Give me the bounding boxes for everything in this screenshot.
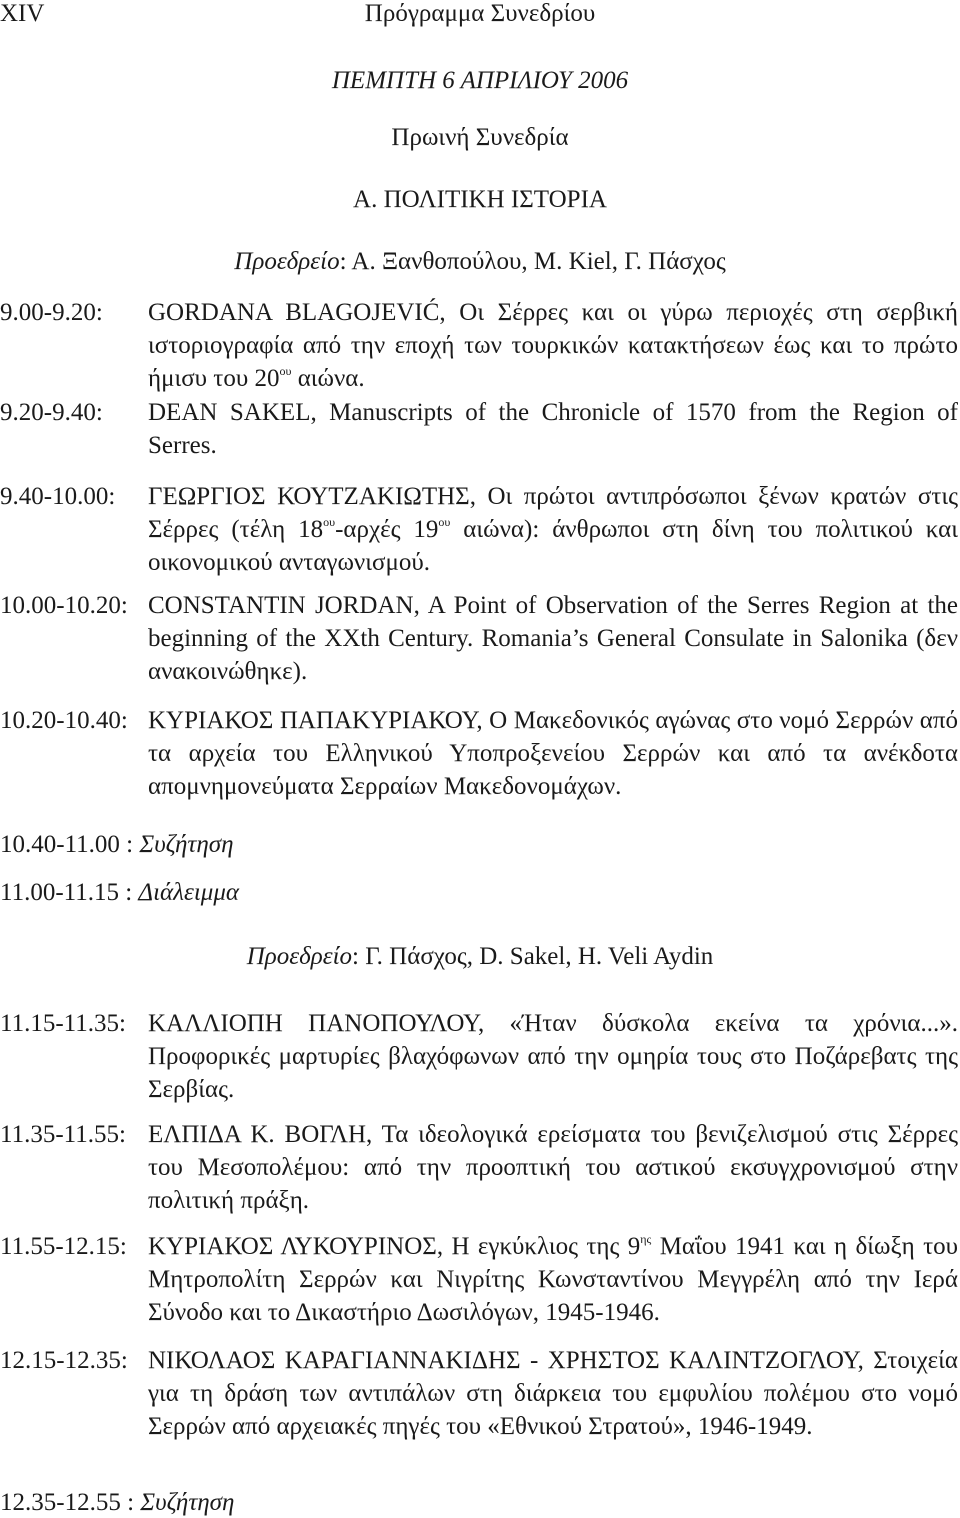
- presidium-label: Προεδρείο: [234, 248, 340, 275]
- entry-text: ΚΥΡΙΑΚΟΣ ΛΥΚΟΥΡΙΝΟΣ, Η εγκύκλιος της $9^{\eta\varsigma}$ Μαΐου 1941 και η δίωξη του Μητροπολίτη Σερρών και Νιγρίτης Κωνσταντίνου Μεγγρέλη από την Ιερά Σύνοδο και το Δικαστήριο Δωσιλόγων, 1945-1946.: [148, 1232, 958, 1326]
- page-number: XIV: [0, 0, 45, 27]
- entry-time: 11.15-11.35:: [0, 1010, 126, 1037]
- entry-time: 10.20-10.40:: [0, 707, 128, 734]
- entry-time: 10.00-10.20:: [0, 592, 128, 619]
- entry-text: ΚΑΛΛΙΟΠΗ ΠΑΝΟΠΟΥΛΟΥ, «Ήταν δύσκολα εκείνα τα χρόνια...». Προφορικές μαρτυρίες βλαχόφωνων από την ομηρία τους στο Ποζάρεβατς της Σερβίας.: [148, 1010, 958, 1103]
- presidium-line-1: [0, 247, 960, 277]
- entry-text: DEAN SAKEL, Manuscripts of the Chronicle of 1570 from the Region of Serres.: [148, 399, 958, 459]
- entry-text: GORDANA BLAGOJEVIĆ, Οι Σέρρες και οι γύρω περιοχές στη σερβική ιστοριογραφία από την εποχή των τουρκικών κατακτήσεων έως και το πρώτο ήμισυ του $20^{o\upsilon}$ αιώνα.: [148, 299, 958, 392]
- discussion-slot: 10.40-11.00 : Συζήτηση: [0, 831, 234, 858]
- running-title: Πρόγραμμα Συνεδρίου: [364, 0, 596, 27]
- entry-time: 9.20-9.40:: [0, 399, 103, 426]
- entry-text: ΓΕΩΡΓΙΟΣ ΚΟΥΤΖΑΚΙΩΤΗΣ, Οι πρώτοι αντιπρόσωποι ξένων κρατών στις Σέρρες (τέλη $18^{o\upsilon}$-αρχές $19^{o\upsilon}$ αιώνα): άνθρωποι στη δίνη του πολιτικού και οικονομικού ανταγωνισμού.: [148, 483, 959, 576]
- entry-time: 12.15-12.35:: [0, 1347, 128, 1374]
- day-heading: ΠΕΜΠΤΗ 6 ΑΠΡΙΛΙΟΥ 2006: [331, 67, 629, 94]
- program-entry: [0, 1344, 958, 1443]
- program-entry: [0, 396, 958, 462]
- break-slot: 11.00-11.15 : Διάλειμμα: [0, 879, 240, 906]
- presidium-label: Προεδρείο: [246, 943, 353, 970]
- entry-time: 11.35-11.55:: [0, 1121, 126, 1148]
- program-entry: [0, 1118, 958, 1217]
- entry-time: 9.40-10.00:: [0, 483, 116, 510]
- program-entry: [0, 296, 958, 395]
- program-entry: [0, 1230, 958, 1329]
- presidium-members: : Α. Ξανθοπούλου, M. Kiel, Γ. Πάσχος: [339, 248, 726, 275]
- program-entry: [0, 704, 958, 803]
- session-heading: Πρωινή Συνεδρία: [391, 124, 569, 151]
- entry-time: 11.55-12.15:: [0, 1233, 127, 1260]
- page-header: [0, 0, 960, 34]
- program-entry: [0, 1007, 958, 1106]
- entry-time: 9.00-9.20:: [0, 299, 103, 326]
- discussion-slot: 12.35-12.55 : Συζήτηση: [0, 1489, 235, 1516]
- section-heading: Α. ΠΟΛΙΤΙΚΗ ΙΣΤΟΡΙΑ: [353, 186, 607, 213]
- program-entry: [0, 589, 958, 688]
- entry-text: ΚΥΡΙΑΚΟΣ ΠΑΠΑΚΥΡΙΑΚΟΥ, Ο Μακεδονικός αγώνας στο νομό Σερρών από τα αρχεία του Ελληνικού Υποπροξενείου Σερρών και από τα ανέκδοτα απομνημονεύματα Σερραίων Μακεδονομάχων.: [148, 707, 958, 800]
- program-entry: [0, 480, 958, 579]
- presidium-members: : Γ. Πάσχος, D. Sakel, H. Veli Aydin: [352, 943, 714, 970]
- presidium-line-2: [0, 942, 960, 972]
- entry-text: ΝΙΚΟΛΑΟΣ ΚΑΡΑΓΙΑΝΝΑΚΙΔΗΣ - ΧΡΗΣΤΟΣ ΚΑΛΙΝΤΖΟΓΛΟΥ, Στοιχεία για τη δράση των αντιπάλων στη διάρκεια του εμφυλίου πολέμου στο νομό Σερρών από αρχειακές πηγές του «Εθνικού Στρατού», 1946-1949.: [148, 1347, 958, 1440]
- entry-text: ΕΛΠΙΔΑ Κ. ΒΟΓΛΗ, Τα ιδεολογικά ερείσματα του βενιζελισμού στις Σέρρες του Μεσοπολέμου: από την προοπτική του αστικού εκσυγχρονισμού στην πολιτική πράξη.: [148, 1121, 958, 1214]
- entry-text: CONSTANTIN JORDAN, A Point of Observation of the Serres Region at the beginning of the XXth Century. Romania’s General Consulate in Salonika (δεν ανακοινώθηκε).: [148, 592, 958, 685]
